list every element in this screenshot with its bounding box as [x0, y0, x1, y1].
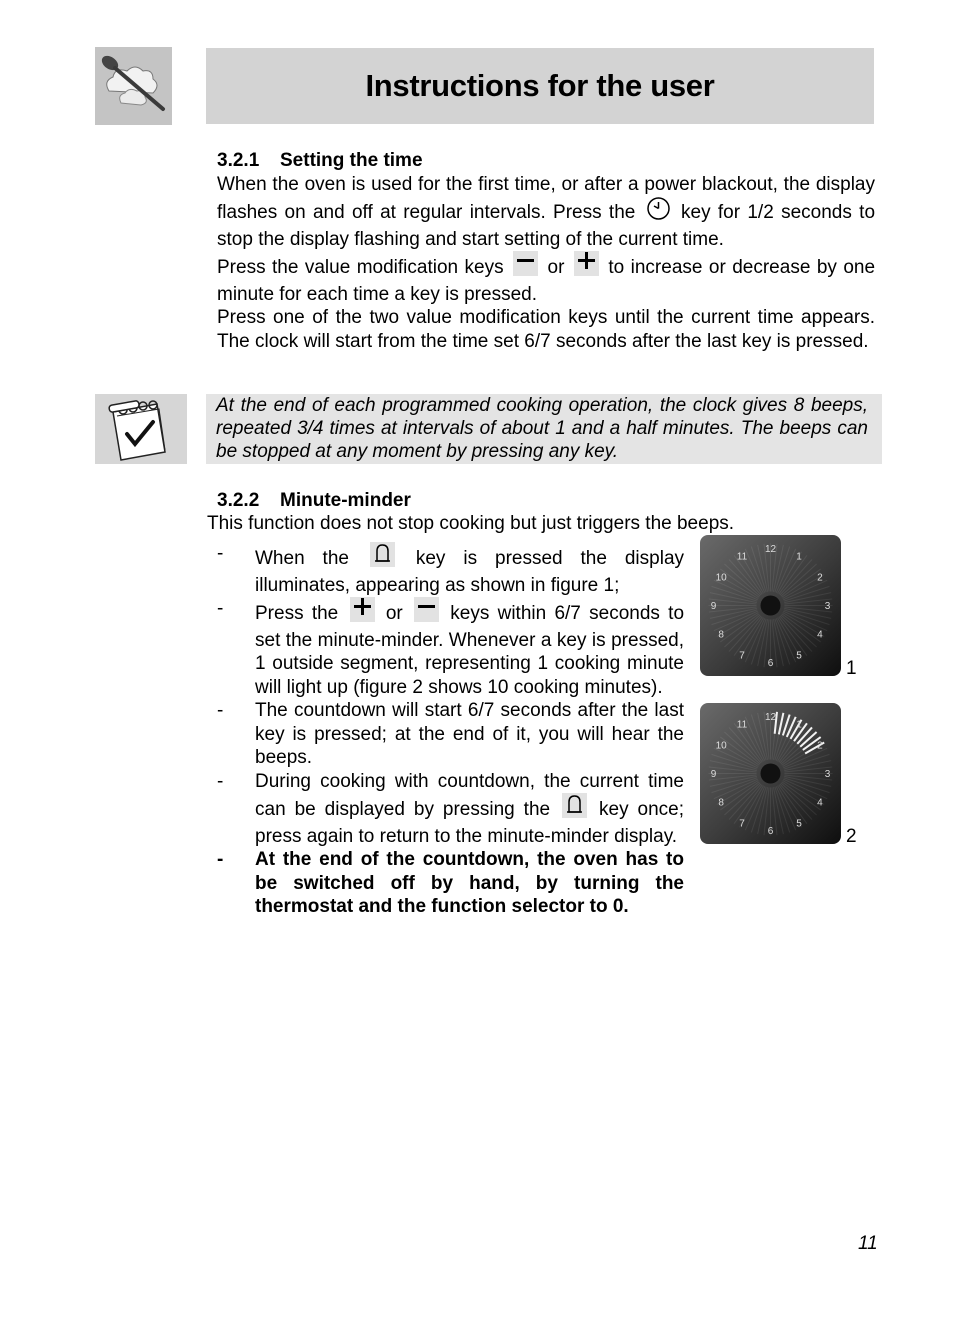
paragraph: [217, 251, 875, 306]
clock-numeral: 3: [824, 769, 831, 780]
text: When the: [255, 548, 349, 569]
figure-label: 2: [846, 826, 857, 847]
paragraph: Press one of the two value modification keys until the current time appears. The clock will start from the time set 6/7 seconds after the last key is pressed.: [217, 307, 875, 352]
instruction-list: [217, 542, 684, 919]
clock-numeral: 5: [796, 650, 802, 662]
bullet-dash: -: [217, 770, 224, 792]
bell-icon: [562, 793, 587, 825]
section-setting-time: [217, 149, 875, 353]
plus-icon: [350, 597, 375, 629]
clock-numeral: 12: [764, 544, 777, 555]
clock-numeral: 1: [796, 551, 802, 563]
clock-numeral: 7: [739, 818, 745, 830]
note-text: At the end of each programmed cooking operation, the clock gives 8 beeps, repeated 3/4 times at intervals of about 1 and a half minutes. The beeps can be stopped at any moment by pressing any key.: [216, 395, 868, 462]
center-knob: [761, 764, 781, 784]
clock-numeral: 2: [817, 572, 823, 584]
text: or: [547, 257, 565, 278]
section-heading: [217, 489, 875, 513]
section-title: Minute-minder: [280, 490, 411, 511]
text: During cooking with countdown, the current time can be displayed by pressing the: [255, 770, 684, 820]
clock-display-figure-2: [700, 703, 841, 844]
clock-numeral: 4: [817, 797, 823, 809]
page-title: Instructions for the user: [365, 68, 715, 103]
minus-icon: [513, 251, 538, 283]
clock-display-figure-1: [700, 535, 841, 676]
list-item: [217, 770, 684, 849]
clock-numeral: 9: [710, 601, 717, 612]
text: or: [385, 603, 403, 624]
notepad-check-icon: [95, 394, 187, 464]
clock-numeral: 8: [718, 797, 724, 809]
logo-icon: [95, 47, 172, 125]
bullet-dash: -: [217, 598, 224, 619]
clock-numeral: 10: [715, 740, 727, 752]
clock-numeral: 8: [718, 629, 724, 641]
section-minute-minder: [217, 489, 875, 513]
text: Press the: [255, 603, 339, 624]
text: key once; press again to return to the minute-minder display.: [255, 799, 684, 847]
clock-numeral: 10: [715, 572, 727, 584]
list-item: [217, 597, 684, 699]
list-item: [217, 542, 684, 597]
bullet-dash: -: [217, 543, 224, 564]
clock-numeral: 11: [736, 719, 748, 731]
clock-icon: [646, 196, 671, 228]
section-number: 3.2.1: [217, 150, 260, 171]
section-heading: [217, 149, 875, 173]
clock-numeral: 7: [739, 650, 745, 662]
clock-numeral: 11: [736, 551, 748, 563]
intro-text: This function does not stop cooking but just triggers the beeps.: [207, 513, 735, 534]
section-number: 3.2.2: [217, 490, 260, 511]
text: At the end of the countdown, the oven has to be switched off by hand, by turning the thermostat and the function selector to 0.: [255, 849, 684, 917]
center-knob: [761, 596, 781, 616]
bell-icon: [370, 542, 395, 574]
clock-numeral: 6: [767, 826, 774, 837]
clock-numeral: 9: [710, 769, 717, 780]
minus-icon: [414, 597, 439, 629]
page-number: 11: [858, 1233, 878, 1254]
clock-numeral: 3: [824, 601, 831, 612]
text: key is pressed the display illuminates, appearing as shown in figure 1;: [255, 548, 685, 596]
section-title: Setting the time: [280, 150, 423, 171]
clock-numeral: 2: [817, 740, 823, 752]
clock-numeral: 4: [817, 629, 823, 641]
note-box: [206, 394, 882, 464]
clock-numeral: 5: [796, 818, 802, 830]
text: The countdown will start 6/7 seconds after the last key is pressed; at the end of it, you will hear the beeps.: [255, 700, 684, 768]
clock-numeral: 12: [764, 712, 777, 723]
text: to increase or decrease by one minute for each time a key is pressed.: [217, 257, 876, 305]
clock-numeral: 1: [796, 719, 802, 731]
plus-icon: [574, 251, 599, 283]
list-item: [217, 699, 684, 770]
text: keys within 6/7 seconds to set the minute-minder. Whenever a key is pressed, 1 outside segment, representing 1 cooking minute will light up (figure 2 shows 10 cooking minutes).: [255, 603, 685, 698]
figure-label: 1: [846, 658, 857, 679]
list-item: [217, 848, 684, 919]
text: When the oven is used for the first time, or after a power blackout, the display flashes on and off at regular intervals. Press the: [217, 173, 875, 223]
text: Press the value modification keys: [217, 257, 504, 278]
page-header: [206, 48, 874, 124]
bullet-dash: -: [217, 700, 224, 721]
bullet-dash: -: [217, 849, 224, 870]
paragraph: [217, 173, 875, 252]
clock-numeral: 6: [767, 658, 774, 669]
text: key for 1/2 seconds to stop the display flashing and start setting of the current time.: [217, 202, 876, 250]
